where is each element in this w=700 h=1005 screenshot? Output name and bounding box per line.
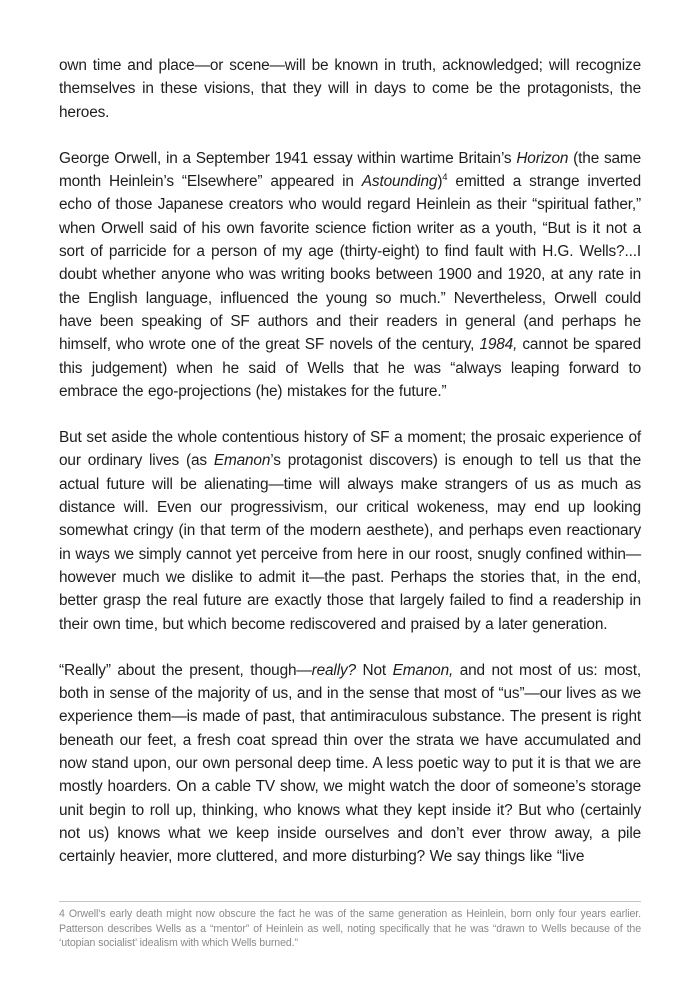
body-text [59,54,641,869]
footnote-reference: 4 [442,172,448,184]
text-run: ) [437,173,443,191]
text-run: (the same month Heinlein’s “Elsewhere” appeared in [59,149,641,191]
text-run: cannot be spared this judgement) when he said of Wells that he was “always leaping forward to embrace the ego-projections (he) mistakes for the future.” [59,336,642,400]
text-run: ’s protagonist discovers) is enough to tell us that the actual future will be alienating—time will always make strangers of us as much as distance will. Even our progressivism, our critical wokeness, may end up looking somewhat cringy (in that term of the modern aesthete), and perhaps even reactionary in ways we simply cannot yet perceive from here in our roost, snugly confined within—however much we dislike to admit it—the past. Perhaps the stories that, in the end, better grasp the real future are exactly those that largely failed to find a readership in their own time, but which become rediscovered and praised by a later generation. [59,452,642,633]
italic-text: Astounding [361,173,438,191]
footnote-divider [59,901,641,902]
text-run: “Really” about the present, though— [59,661,312,679]
text-run: emitted a strange inverted echo of those Japanese creators who would regard Heinlein as their “spiritual father,” when Orwell said of his own favorite science fiction writer as a youth, “But is it not a sort of parricide for a person of my age (thirty-eight) to find fault with H.G. Wells?...I doubt whether anyone who was writing books between 1900 and 1920, at any rate in the English language, influenced the young so much.” Nevertheless, Orwell could have been speaking of SF authors and their readers in general (and perhaps he himself, who wrote one of the great SF novels of the century, [59,173,641,354]
italic-text: 1984, [479,336,518,354]
italic-text: Emanon, [392,661,454,679]
paragraph [59,147,641,403]
text-run: own time and place—or scene—will be known in truth, acknowledged; will recognize themselves in these visions, that they will in days to come be the protagonists, the heroes. [59,57,641,121]
footnote [59,901,641,951]
text-run: George Orwell, in a September 1941 essay within wartime Britain’s [59,149,517,167]
italic-text: Horizon [516,149,569,167]
paragraph [59,426,641,636]
text-run: Not [355,661,393,679]
italic-text: Emanon [213,452,271,470]
paragraph [59,54,641,124]
paragraph [59,659,641,869]
footnote-text: 4 Orwell’s early death might now obscure the fact he was of the same generation as Heinlein, born only four years earlier. Patterson describes Wells as a “mentor” of Heinlein as well, noting specifically that he was “drawn to Wells because of the ‘utopian socialist’ idealism with which Wells burned.” [59,908,641,950]
text-run: But set aside the whole contentious history of SF a moment; the prosaic experience of our ordinary lives (as [59,429,641,470]
italic-text: really? [311,661,356,679]
text-run: and not most of us: most, both in sense of the majority of us, and in the sense that most of “us”—our lives as we experience them—is made of past, that antimiraculous substance. The present is right beneath our feet, a fresh coat spread thin over the strata we have accumulated and now stand upon, our own personal deep time. A less poetic way to put it is that we are mostly hoarders. On a cable TV show, we might watch the door of someone’s storage unit begin to roll up, thinking, who knows what they kept inside it? But who (certainly not us) knows what we keep inside ourselves and don’t ever throw away, a pile certainly heavier, more cluttered, and more disturbing? We say things like “live [59,661,641,866]
